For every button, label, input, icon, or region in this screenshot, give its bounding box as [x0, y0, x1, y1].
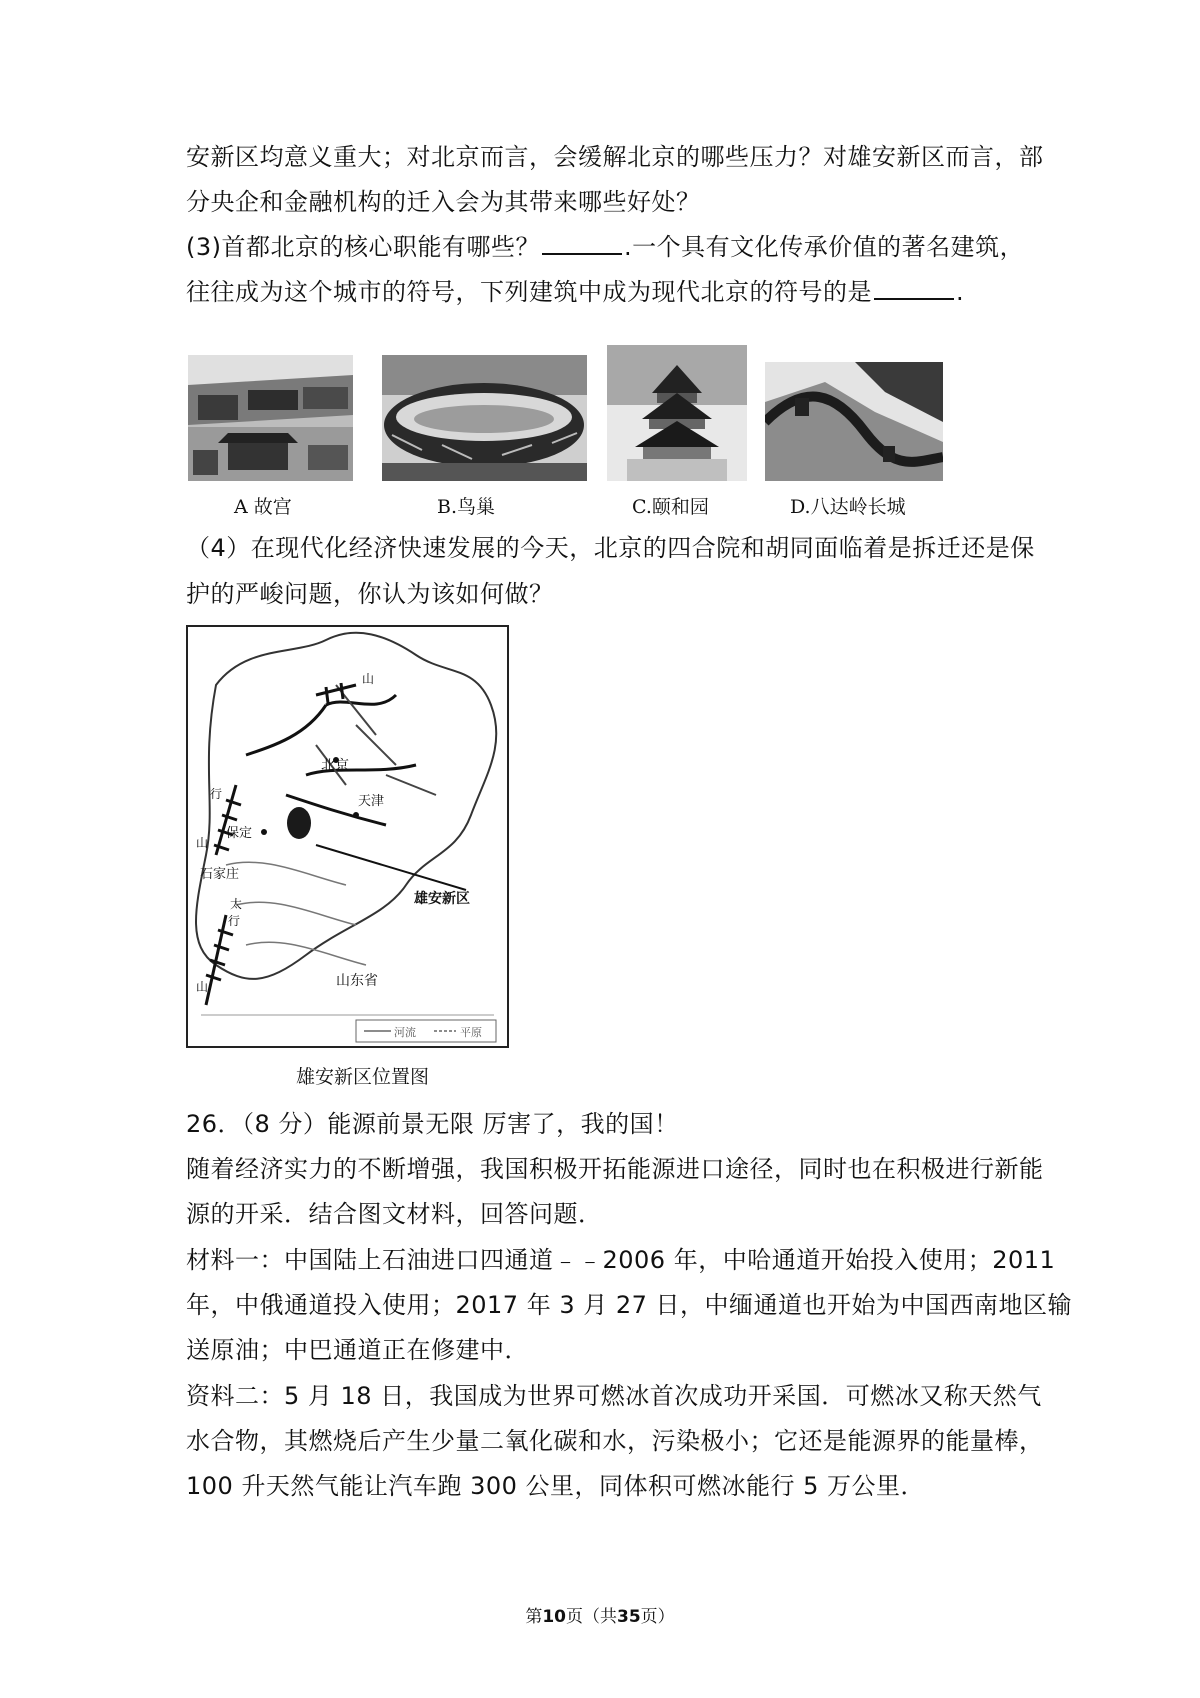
- map-label-shandong: 山东省: [336, 973, 378, 989]
- forbidden-city-photo: [188, 355, 353, 481]
- material-2-line: 资料二：5 月 18 日，我国成为世界可燃冰首次成功开采国．可燃冰又称天然气: [186, 1382, 1042, 1410]
- map-label-mountain: 山: [196, 980, 209, 994]
- map-legend-plain: 平原: [460, 1026, 482, 1039]
- paragraph-line: 源的开采．结合图文材料，回答问题．: [186, 1200, 603, 1228]
- option-d-caption: D.八达岭长城: [790, 496, 906, 518]
- paragraph-line: 随着经济实力的不断增强，我国积极开拓能源进口途径，同时也在积极进行新能: [186, 1155, 1044, 1183]
- map-label-mountain: 山: [196, 836, 209, 850]
- question-4-line-2: 护的严峻问题，你认为该如何做？: [186, 580, 554, 608]
- material-1-line: 送原油；中巴通道正在修建中．: [186, 1336, 529, 1364]
- option-c-caption: C.颐和园: [632, 496, 709, 518]
- map-label-mountain: 山: [362, 672, 375, 686]
- map-label-beijing: 北京: [321, 758, 349, 774]
- material-1-line: 材料一：中国陆上石油进口四通道﹣﹣2006 年，中哈通道开始投入使用；2011: [186, 1246, 1056, 1274]
- page-footer: 第10页（共35页）: [525, 1607, 675, 1627]
- page-total: 35: [617, 1607, 641, 1627]
- material-2-line: 水合物，其燃烧后产生少量二氧化碳和水，污染极小；它还是能源界的能量棒，: [186, 1427, 1044, 1455]
- question-3-line-1: (3)首都北京的核心职能有哪些？ .一个具有文化传承价值的著名建筑，: [186, 233, 1025, 261]
- material-1-line: 年，中俄通道投入使用；2017 年 3 月 27 日，中缅通道也开始为中国西南地区输: [186, 1291, 1073, 1319]
- temple-of-heaven-photo: [607, 345, 747, 481]
- question-4-line-1: （4）在现代化经济快速发展的今天，北京的四合院和胡同面临着是拆迁还是保: [186, 534, 1035, 562]
- map-label-mountain: 太: [230, 897, 243, 911]
- map-label-mountain: 行: [210, 787, 223, 801]
- great-wall-photo: [765, 362, 943, 481]
- answer-blank[interactable]: [874, 276, 954, 300]
- option-b-caption: B.鸟巢: [437, 496, 496, 518]
- birds-nest-photo: [382, 355, 587, 481]
- question-26-title: 26．（8 分）能源前景无限 厉害了，我的国！: [186, 1110, 679, 1138]
- material-2-line: 100 升天然气能让汽车跑 300 公里，同体积可燃冰能行 5 万公里．: [186, 1472, 926, 1500]
- paragraph-line: 分央企和金融机构的迁入会为其带来哪些好处？: [186, 188, 701, 216]
- question-3-line-2: 往往成为这个城市的符号，下列建筑中成为现代北京的符号的是 .: [186, 278, 965, 306]
- paragraph-line: 安新区均意义重大；对北京而言，会缓解北京的哪些压力？对雄安新区而言，部: [186, 143, 1044, 171]
- answer-blank[interactable]: [542, 231, 622, 255]
- map-legend-river: 河流: [394, 1026, 416, 1039]
- map-label-xiongan: 雄安新区: [414, 891, 470, 907]
- map-caption: 雄安新区位置图: [296, 1066, 430, 1088]
- xiongan-location-map: [186, 625, 509, 1048]
- map-label-shijiazhuang: 石家庄: [200, 867, 240, 882]
- map-label-mountain: 行: [228, 914, 241, 928]
- map-label-tianjin: 天津: [358, 794, 385, 809]
- page-number: 10: [542, 1607, 566, 1627]
- map-label-baoding: 保定: [226, 826, 253, 841]
- option-a-caption: A 故宫: [234, 496, 292, 518]
